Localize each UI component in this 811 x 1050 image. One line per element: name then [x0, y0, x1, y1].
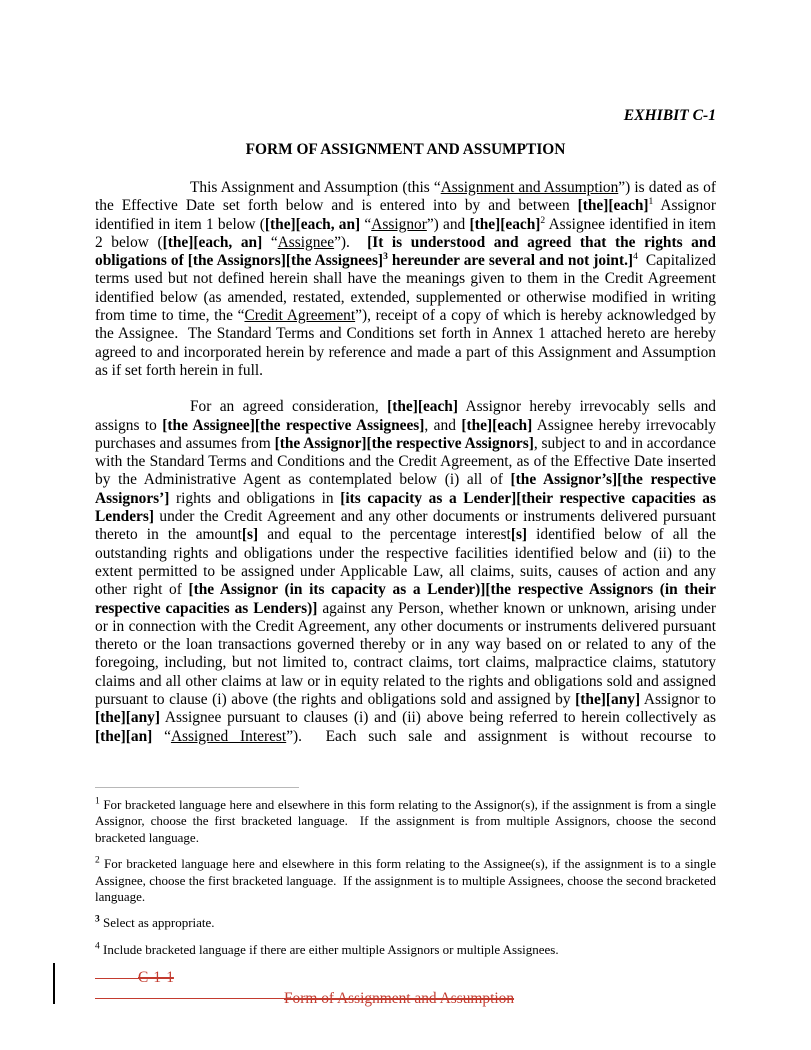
footnote-4-marker: 4 — [95, 941, 100, 952]
footnote-1 — [95, 796, 720, 846]
footnote-1-marker: 1 — [95, 796, 100, 807]
deleted-tab-leader-line — [95, 998, 284, 999]
footnote-area — [95, 787, 720, 1008]
footnote-2-marker: 2 — [95, 855, 100, 866]
footnote-4-text: Include bracketed language if there are either multiple Assignors or multiple Assignees. — [99, 941, 559, 957]
document-body — [95, 106, 720, 746]
footnote-2 — [95, 855, 720, 905]
footnote-3 — [95, 915, 716, 931]
document-title: FORM OF ASSIGNMENT AND ASSUMPTION — [245, 141, 566, 158]
paragraph-recitals: This Assignment and Assumption (this “Assignment and Assumption”) is dated as of the Effective Date set forth below and is entered into by and between [the][each]$^1$ Assignor identified in item 1 below ([the][each, an] “Assignor”) and [the][each]$^2$ Assignee identified in item 2 below ([the][each, an] “Assignee”). [It is understood and agreed that the rights and obligations of [the Assignors][the Assignees]$^3$ hereunder are several and not joint.]$^4$ Capitalized terms used but not defined herein shall have the meanings given to them in the Credit Agreement identified below (as amended, restated, extended, supplemented or otherwise modified in writing from time to time, the “Credit Agreement”), receipt of a copy of which is hereby acknowledged by the Assignee. The Standard Terms and Conditions set forth in Annex 1 attached hereto are hereby agreed to and incorporated herein by reference and made a part of this Assignment and Assumption as if set forth herein in full. — [95, 179, 720, 379]
footnote-4 — [95, 942, 716, 958]
deleted-page-number: C-1-1 — [138, 969, 174, 987]
footnote-separator-rule — [95, 787, 299, 788]
footnote-2-text: For bracketed language here and elsewhere in this form relating to the Assignee(s), if the assignment is to a single Assignee, choose the first bracketed language. If the assignment is to multiple Assignees, choose the second bracketed language. — [95, 856, 720, 905]
deleted-footer-title: Form of Assignment and Assumption — [284, 989, 515, 1007]
deleted-footer-title-row — [95, 989, 716, 1009]
footnote-3-text: Select as appropriate. — [99, 915, 215, 931]
revision-change-bar — [53, 963, 55, 1004]
footnote-1-text: For bracketed language here and elsewhere in this form relating to the Assignor(s), if the assignment is from a single Assignor, choose the first bracketed language. If the assignment is from multiple Assignors, choose the second bracketed language. — [95, 797, 720, 845]
footnote-3-marker: 3 — [95, 915, 100, 926]
deleted-tab-leader-line — [95, 978, 138, 979]
paragraph-assignment-terms: For an agreed consideration, [the][each] Assignor hereby irrevocably sells and assigns to [the Assignee][the respective Assignees], and [the][each] Assignee hereby irrevocably purchases and assumes from [the Assignor][the respective Assignors], subject to and in accordance with the Standard Terms and Conditions and the Credit Agreement, as of the Effective Date inserted by the Administrative Agent as contemplated below (i) all of [the Assignor’s][the respective Assignors’] rights and obligations in [its capacity as a Lender][their respective capacities as Lenders] under the Credit Agreement and any other documents or instruments delivered pursuant thereto in the amount[s] and equal to the percentage interest[s] identified below of all the outstanding rights and obligations under the respective facilities identified below and (ii) to the extent permitted to be assigned under Applicable Law, all claims, suits, causes of action and any other right of [the Assignor (in its capacity as a Lender)][the respective Assignors (in their respective capacities as Lenders)] against any Person, whether known or unknown, arising under or in connection with the Credit Agreement, any other documents or instruments delivered pursuant thereto or the loan transactions governed thereby or in any way based on or related to any of the foregoing, including, but not limited to, contract claims, tort claims, malpractice claims, statutory claims and all other claims at law or in equity related to the rights and obligations sold and assigned pursuant to clause (i) above (the rights and obligations sold and assigned by [the][any] Assignor to [the][any] Assignee pursuant to clauses (i) and (ii) above being referred to herein collectively as [the][an] “Assigned Interest”). Each such sale and assignment is without recourse to — [95, 398, 720, 745]
exhibit-label: EXHIBIT C-1 — [623, 107, 716, 124]
deleted-page-number-row — [95, 968, 716, 988]
